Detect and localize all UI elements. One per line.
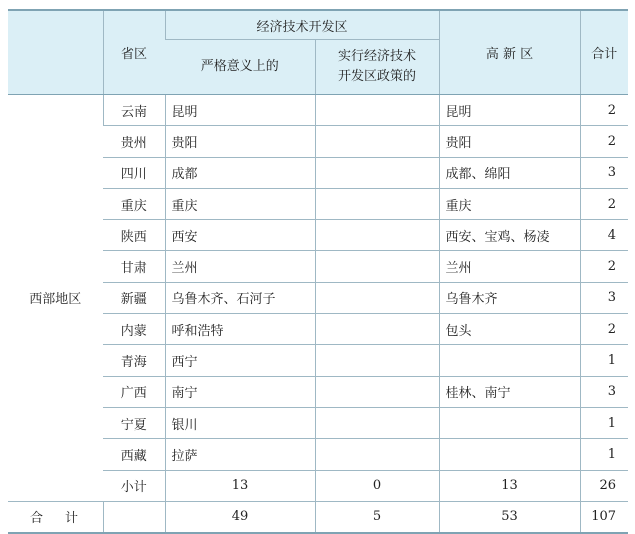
province-cell: 新疆 bbox=[103, 282, 165, 313]
strict-zone-cell: 昆明 bbox=[165, 95, 315, 126]
policy-zone-cell bbox=[315, 220, 439, 251]
table-row bbox=[8, 95, 628, 126]
strict-zone-cell: 乌鲁木齐、石河子 bbox=[165, 282, 315, 313]
region-label: 西部地区 bbox=[8, 95, 103, 502]
total-cell: 2 bbox=[580, 251, 628, 282]
header-hitech: 高 新 区 bbox=[439, 10, 580, 95]
table-header bbox=[8, 10, 628, 95]
hitech-zone-cell: 乌鲁木齐 bbox=[439, 282, 580, 313]
total-cell: 1 bbox=[580, 439, 628, 470]
policy-zone-cell bbox=[315, 157, 439, 188]
strict-zone-cell: 兰州 bbox=[165, 251, 315, 282]
hitech-zone-cell: 桂林、南宁 bbox=[439, 376, 580, 407]
total-cell: 1 bbox=[580, 345, 628, 376]
policy-zone-cell bbox=[315, 407, 439, 438]
strict-zone-cell: 呼和浩特 bbox=[165, 314, 315, 345]
total-cell: 3 bbox=[580, 157, 628, 188]
subtotal-hitech: 13 bbox=[439, 470, 580, 501]
province-cell: 甘肃 bbox=[103, 251, 165, 282]
grand-total-label: 合计 bbox=[8, 501, 103, 533]
total-cell: 3 bbox=[580, 282, 628, 313]
hitech-zone-cell: 包头 bbox=[439, 314, 580, 345]
province-cell: 青海 bbox=[103, 345, 165, 376]
table-body bbox=[8, 95, 628, 502]
province-cell: 贵州 bbox=[103, 126, 165, 157]
hitech-zone-cell bbox=[439, 345, 580, 376]
province-cell: 内蒙 bbox=[103, 314, 165, 345]
policy-zone-cell bbox=[315, 251, 439, 282]
policy-zone-cell bbox=[315, 314, 439, 345]
header-policy-line1: 实行经济技术 bbox=[338, 49, 417, 64]
policy-zone-cell bbox=[315, 376, 439, 407]
development-zone-table bbox=[8, 9, 628, 534]
header-etdz: 经济技术开发区 bbox=[165, 10, 439, 40]
subtotal-strict: 13 bbox=[165, 470, 315, 501]
header-province: 省区 bbox=[103, 10, 165, 95]
strict-zone-cell: 成都 bbox=[165, 157, 315, 188]
policy-zone-cell bbox=[315, 282, 439, 313]
hitech-zone-cell: 兰州 bbox=[439, 251, 580, 282]
province-cell: 四川 bbox=[103, 157, 165, 188]
header-strict: 严格意义上的 bbox=[165, 40, 315, 95]
policy-zone-cell bbox=[315, 439, 439, 470]
hitech-zone-cell: 贵阳 bbox=[439, 126, 580, 157]
policy-zone-cell bbox=[315, 126, 439, 157]
province-cell: 重庆 bbox=[103, 188, 165, 219]
strict-zone-cell: 拉萨 bbox=[165, 439, 315, 470]
province-cell: 陕西 bbox=[103, 220, 165, 251]
total-cell: 2 bbox=[580, 95, 628, 126]
grand-total-total: 107 bbox=[580, 501, 628, 533]
total-cell: 2 bbox=[580, 314, 628, 345]
strict-zone-cell: 银川 bbox=[165, 407, 315, 438]
total-cell: 2 bbox=[580, 188, 628, 219]
total-cell: 1 bbox=[580, 407, 628, 438]
total-cell: 4 bbox=[580, 220, 628, 251]
hitech-zone-cell: 重庆 bbox=[439, 188, 580, 219]
strict-zone-cell: 西安 bbox=[165, 220, 315, 251]
hitech-zone-cell bbox=[439, 439, 580, 470]
header-policy bbox=[315, 40, 439, 95]
subtotal-policy: 0 bbox=[315, 470, 439, 501]
grand-total-strict: 49 bbox=[165, 501, 315, 533]
hitech-zone-cell bbox=[439, 407, 580, 438]
grand-total-hitech: 53 bbox=[439, 501, 580, 533]
strict-zone-cell: 西宁 bbox=[165, 345, 315, 376]
header-total: 合计 bbox=[580, 10, 628, 95]
header-policy-line2: 开发区政策的 bbox=[338, 69, 417, 84]
strict-zone-cell: 南宁 bbox=[165, 376, 315, 407]
hitech-zone-cell: 昆明 bbox=[439, 95, 580, 126]
policy-zone-cell bbox=[315, 345, 439, 376]
subtotal-label: 小计 bbox=[103, 470, 165, 501]
strict-zone-cell: 贵阳 bbox=[165, 126, 315, 157]
subtotal-total: 26 bbox=[580, 470, 628, 501]
hitech-zone-cell: 成都、绵阳 bbox=[439, 157, 580, 188]
total-cell: 3 bbox=[580, 376, 628, 407]
strict-zone-cell: 重庆 bbox=[165, 188, 315, 219]
province-cell: 广西 bbox=[103, 376, 165, 407]
grand-total-blank bbox=[103, 501, 165, 533]
grand-total-policy: 5 bbox=[315, 501, 439, 533]
table-footer bbox=[8, 501, 628, 533]
policy-zone-cell bbox=[315, 188, 439, 219]
province-cell: 宁夏 bbox=[103, 407, 165, 438]
province-cell: 西藏 bbox=[103, 439, 165, 470]
province-cell: 云南 bbox=[103, 95, 165, 126]
header-region-blank bbox=[8, 10, 103, 95]
hitech-zone-cell: 西安、宝鸡、杨凌 bbox=[439, 220, 580, 251]
grand-total-row bbox=[8, 501, 628, 533]
policy-zone-cell bbox=[315, 95, 439, 126]
total-cell: 2 bbox=[580, 126, 628, 157]
